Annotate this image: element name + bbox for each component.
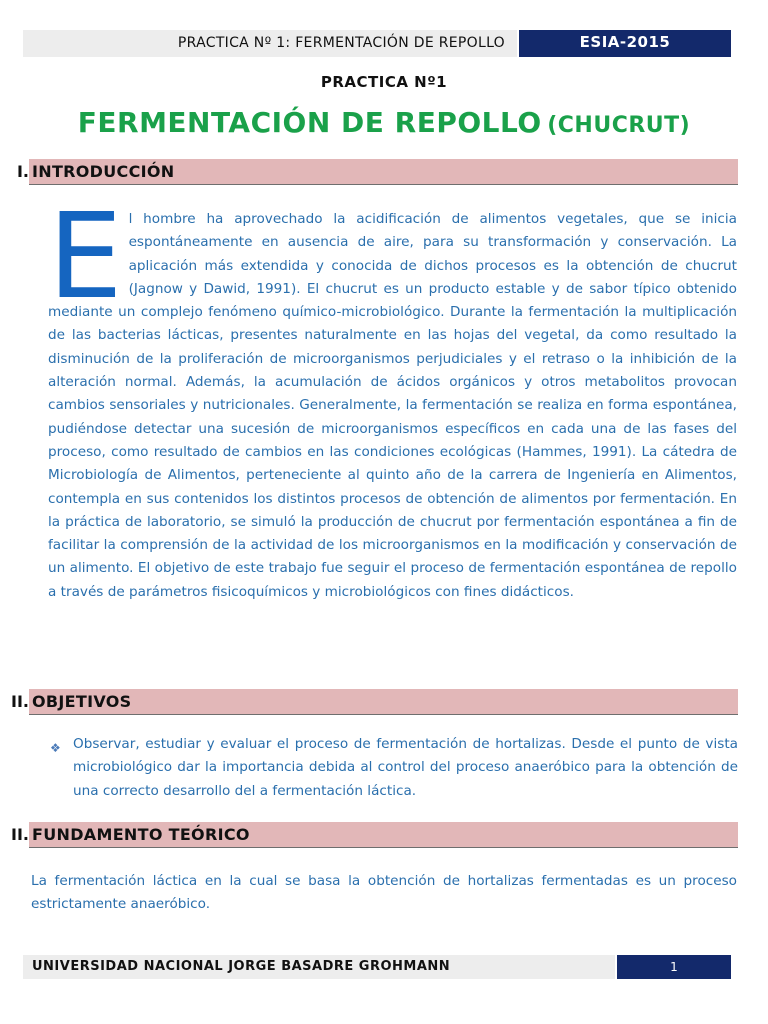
objective-text: Observar, estudiar y evaluar el proceso de fermentación de hortalizas. Desde el punto de vista microbiológico dar la importancia debida al control del proceso anaeróbico para la obtención de una correcto desarrollo del a fermentación láctica. — [73, 736, 738, 799]
document-title — [0, 106, 768, 139]
section-title: FUNDAMENTO TEÓRICO — [32, 825, 250, 844]
section-numeral: I. — [16, 162, 29, 181]
section-band — [29, 689, 738, 715]
section-numeral: II. — [11, 825, 29, 844]
page-header — [23, 30, 731, 57]
drop-cap: E — [48, 187, 123, 325]
section-numeral: II. — [11, 692, 29, 711]
section-band — [29, 159, 738, 185]
section-heading-objetivos — [0, 689, 738, 715]
fundamento-paragraph: La fermentación láctica en la cual se basa la obtención de hortalizas fermentadas es un proceso estrictamente anaeróbico. — [31, 873, 737, 913]
document-title-main: FERMENTACIÓN DE REPOLLO — [77, 106, 542, 139]
objective-item — [50, 733, 738, 803]
footer-university: UNIVERSIDAD NACIONAL JORGE BASADRE GROHMANN — [23, 955, 615, 979]
header-course-code: ESIA-2015 — [519, 30, 731, 57]
document-title-paren: (CHUCRUT) — [547, 113, 691, 138]
diamond-bullet-icon: ❖ — [50, 741, 61, 755]
section-band — [29, 822, 738, 848]
section-title: OBJETIVOS — [32, 692, 132, 711]
introduction-text: l hombre ha aprovechado la acidificación de alimentos vegetales, que se inicia espontáneamente en ausencia de aire, para su transformación y conservación. La aplicación más extendida y conocida de dichos procesos es la obtención de chucrut (Jagnow y Dawid, 1991). El chucrut es un producto estable y de sabor típico obtenido mediante un complejo fenómeno químico-microbiológico. Durante la fermentación la multiplicación de las bacterias lácticas, presentes naturalmente en las hojas del vegetal, da como resultado la disminución de la proliferación de microorganismos perjudiciales y el retraso o la inhibición de la alteración normal. Además, la acumulación de ácidos orgánicos y otros metabolitos provocan cambios sensoriales y nutricionales. Generalmente, la fermentación se realiza en forma espontánea, pudiéndose detectar una sucesión de microorganismos específicos en cada una de las fases del proceso, como resultado de cambios en las condiciones ecológicas (Hammes, 1991). La cátedra de Microbiología de Alimentos, perteneciente al quinto año de la carrera de Ingeniería en Alimentos, contempla en sus contenidos los distintos procesos de obtención de alimentos por fermentación. En la práctica de laboratorio, se simuló la producción de chucrut por fermentación espontánea a fin de facilitar la comprensión de la actividad de los microorganismos en la modificación y conservación de un alimento. El objetivo de este trabajo fue seguir el proceso de fermentación espontánea de repollo a través de parámetros fisicoquímicos y microbiológicos con fines didácticos. — [48, 211, 737, 600]
section-heading-fundamento — [0, 822, 738, 848]
page-number: 1 — [617, 955, 731, 979]
introduction-paragraph — [48, 187, 737, 604]
practice-number: PRACTICA Nº1 — [320, 73, 448, 91]
page-footer — [23, 955, 731, 979]
header-document-title: PRACTICA Nº 1: FERMENTACIÓN DE REPOLLO — [23, 30, 517, 57]
section-title: INTRODUCCIÓN — [32, 162, 175, 181]
section-heading-introduccion — [0, 159, 738, 185]
